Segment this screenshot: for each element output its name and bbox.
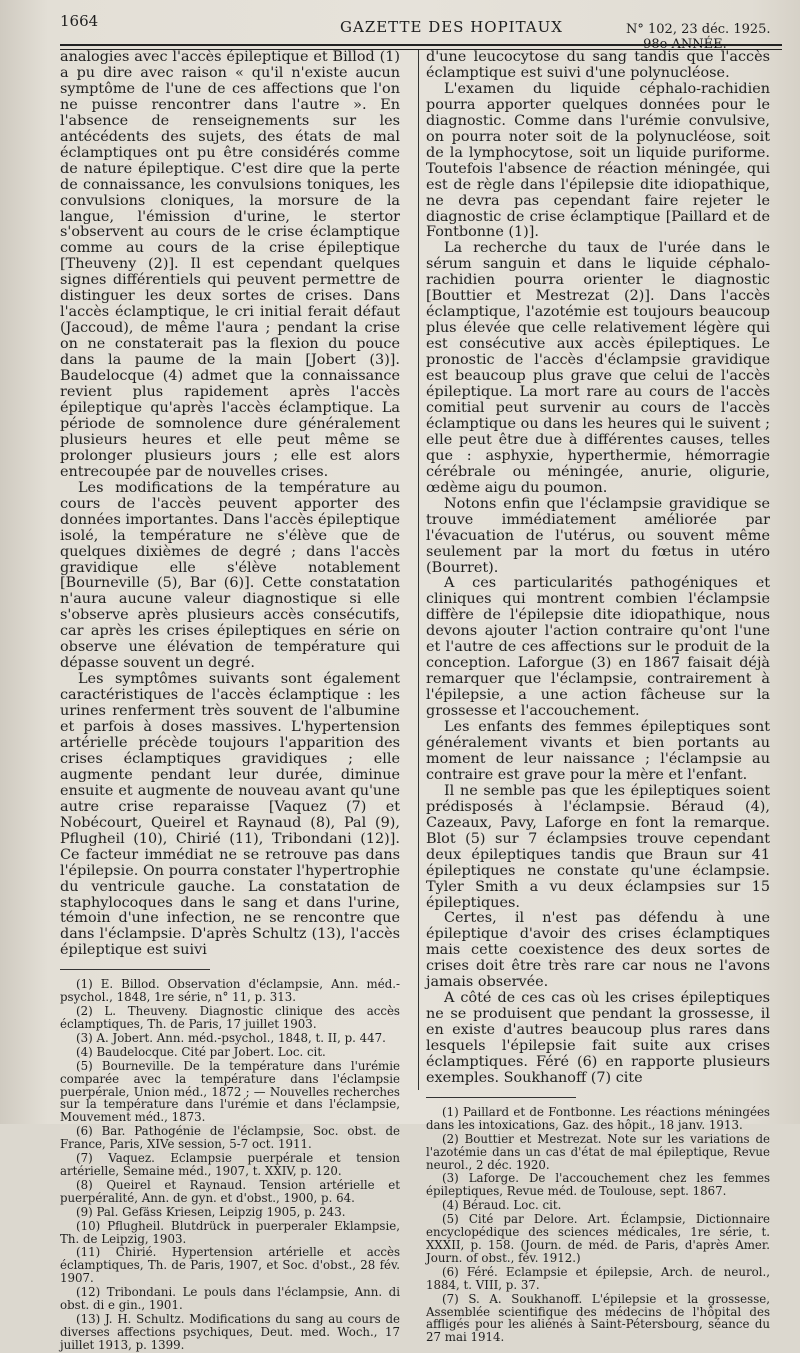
footnote: (3) A. Jobert. Ann. méd.-psychol., 1848, t. II, p. 447. [76,1030,386,1045]
body-paragraph: A ces particularités pathogéniques et cliniques qui montrent combien l'éclampsie diffère de l'épilepsie dite idiopathique, nous devons ajouter l'action contraire qu'ont l'une et l'autre de ces affections sur le produit de la conception. Laforgue (3) en 1867 faisait déjà remarquer que l'éclampsie, contrairement à l'épilepsie, a une action fâcheuse sur la grossesse et l'accouchement. [426,575,770,720]
footnote: (1) Paillard et de Fontbonne. Les réactions méningées dans les intoxications, Gaz. des hôpit., 18 janv. 1913. [426,1104,770,1132]
column-divider [418,50,419,1090]
body-paragraph: Il ne semble pas que les épileptiques soient prédisposés à l'éclampsie. Béraud (4), Cazeaux, Pavy, Laforge en font la remarque. Blot (5) sur 7 éclampsies trouve cependant deux épileptiques tandis que Braun sur 41 épileptiques ne constate qu'une éclampsie. Tyler Smith a vu deux éclampsies sur 15 épileptiques. [426,782,770,911]
footnote: (4) Béraud. Loc. cit. [442,1198,562,1213]
page-number: 1664 [60,12,99,30]
footnote: (11) Chirié. Hypertension artérielle et accès éclamptiques, Th. de Paris, 1907, et Soc. d'obst., 28 fév. 1907. [60,1245,400,1286]
footnote: (12) Tribondani. Le pouls dans l'éclampsie, Ann. di obst. di e gin., 1901. [60,1285,400,1313]
footnote: (6) Féré. Eclampsie et épilepsie, Arch. de neurol., 1884, t. VIII, p. 37. [426,1264,770,1292]
body-paragraph: Les enfants des femmes épileptiques sont généralement vivants et bien portants au moment de leur naissance ; l'éclampsie au contraire est grave pour la mère et l'enfant. [426,719,770,783]
footnote-rule [426,1097,576,1098]
left-column [60,50,400,1353]
body-paragraph: d'une leucocytose du sang tandis que l'accès éclamptique est suivi d'une polynucléose. [426,49,770,81]
footnote: (8) Queirel et Raynaud. Tension artérielle et puerpéralité, Ann. de gyn. et d'obst., 1900, p. 64. [60,1177,400,1205]
body-paragraph: analogies avec l'accès épileptique et Billod (1) a pu dire avec raison « qu'il n'existe aucun symptôme de l'une de ces affections que l'on ne puisse rencontrer dans l'autre ». En l'absence de renseignements sur les antécédents des sujets, des états de mal éclamptiques ont pu être considérés comme de nature épileptique. C'est dire que la perte de connaissance, les convulsions toniques, les convulsions cloniques, la morsure de la langue, l'émission d'urine, le stertor s'observent au cours de le crise éclamptique comme au cours de la crise épileptique [Theuveny (2)]. Il est cependant quelques signes différentiels qui peuvent permettre de distinguer les deux sortes de crises. Dans l'accès éclamptique, le cri initial ferait défaut (Jaccoud), de même l'aura ; pendant la crise on ne constaterait pas la flexion du pouce dans la paume de la main [Jobert (3)]. Baudelocque (4) admet que la connaissance revient plus rapidement après l'accès épileptique qu'après l'accès éclamptique. La période de somnolence dure généralement plusieurs heures et elle peut même se prolonger plusieurs jours ; elle est alors entrecoupée par de nouvelles crises. [60,49,400,480]
footnote: (9) Pal. Gefäss Kriesen, Leipzig 1905, p. 243. [76,1204,346,1219]
footnote: (13) J. H. Schultz. Modifications du sang au cours de diverses affections psychiques, Deut. med. Woch., 17 juillet 1913, p. 1399. [60,1311,400,1352]
footnote: (7) S. A. Soukhanoff. L'épilepsie et la grossesse, Assemblée scientifique des médecins de l'hôpital des affligés pour les aliénés à Saint-Pétersbourg, séance du 27 mai 1914. [426,1291,770,1345]
footnote: (6) Bar. Pathogénie de l'éclampsie, Soc. obst. de France, Paris, XIVe session, 5-7 oct. 1911. [60,1124,400,1152]
footnote: (10) Pflugheil. Blutdrück in puerperaler Eklampsie, Th. de Leipzig, 1903. [60,1218,400,1246]
right-column [426,50,770,1345]
body-paragraph: Les symptômes suivants sont également caractéristiques de l'accès éclamptique : les urines renferment très souvent de l'albumine et parfois à doses massives. L'hypertension artérielle précède toujours l'apparition des crises éclamptiques gravidiques ; elle augmente pendant leur durée, diminue ensuite et augmente de nouveau avant qu'une autre crise reparaisse [Vaquez (7) et Nobécourt, Queirel et Raynaud (8), Pal (9), Pflugheil (10), Chirié (11), Tribondani (12)]. Ce facteur immédiat ne se retrouve pas dans l'épilepsie. On pourra constater l'hypertrophie du ventricule gauche. La constatation de staphylocoques dans le sang et dans l'urine, témoin d'une infection, ne se rencontre que dans l'éclampsie. D'après Schultz (13), l'accès épileptique est suivi [60,671,400,959]
footnote: (7) Vaquez. Eclampsie puerpérale et tension artérielle, Semaine méd., 1907, t. XXIV, p. 120. [60,1151,400,1179]
footnote: (5) Cité par Delore. Art. Éclampsie, Dictionnaire encyclopédique des sciences médicales, 1re série, t. XXXII, p. 158. (Journ. de méd. de Paris, d'après Amer. Journ. of obst., fév. 1912.) [426,1212,770,1265]
footnote: (5) Bourneville. De la température dans l'urémie comparée avec la température dans l'éclampsie puerpérale, Union méd., 1872 ; — Nouvelles recherches sur la température dans l'urémie et dans l'éclampsie, Mouvement méd., 1873. [60,1058,400,1125]
body-paragraph: A côté de ces cas où les crises épileptiques ne se produisent que pendant la grossesse, il en existe d'autres beaucoup plus rares dans lesquels l'épilepsie fait suite aux crises éclamptiques. Féré (6) en rapporte plusieurs exemples. Soukhanoff (7) cite [426,990,770,1086]
footnote: (4) Baudelocque. Cité par Jobert. Loc. cit. [76,1044,326,1059]
body-paragraph: La recherche du taux de l'urée dans le sérum sanguin et dans le liquide céphalo-rachidien pourra orienter le diagnostic [Bouttier et Mestrezat (2)]. Dans l'accès éclamptique, l'azotémie est toujours beaucoup plus élevée que celle relativement légère qui est consécutive aux accès épileptiques. Le pronostic de l'accès d'éclampsie gravidique est beaucoup plus grave que celui de l'accès épileptique. La mort rare au cours de l'accès comitial peut survenir au cours de l'accès éclamptique ou dans les heures qui le suivent ; elle peut être due à différentes causes, telles que : asphyxie, hyperthermie, hémorragie cérébrale ou méningée, anurie, oligurie, œdème aigu du poumon. [426,240,770,496]
body-paragraph: Notons enfin que l'éclampsie gravidique se trouve immédiatement améliorée par l'évacuation de l'utérus, ou souvent même seulement par la mort du fœtus in utéro (Bourret). [426,495,770,576]
footnote: (2) L. Theuveny. Diagnostic clinique des accès éclamptiques, Th. de Paris, 17 juillet 1903. [60,1004,400,1032]
body-paragraph: Certes, il n'est pas défendu à une épileptique d'avoir des crises éclamptiques mais cette coexistence des deux sortes de crises doit être très rare car nous ne l'avons jamais observée. [426,910,770,991]
footnote-rule [60,969,210,970]
issue-info: N° 102, 23 déc. 1925. — 98e ANNÉE. [626,22,771,52]
footnote: (2) Bouttier et Mestrezat. Note sur les variations de l'azotémie dans un cas d'état de mal épileptique, Revue neurol., 2 déc. 1920. [426,1131,770,1172]
footnote: (3) Laforge. De l'accouchement chez les femmes épileptiques, Revue méd. de Toulouse, sept. 1867. [426,1171,770,1199]
body-paragraph: Les modifications de la température au cours de l'accès peuvent apporter des données importantes. Dans l'accès épileptique isolé, la température ne s'élève que de quelques dixièmes de degré ; dans l'accès gravidique elle s'élève notablement [Bourneville (5), Bar (6)]. Cette constatation n'aura aucune valeur diagnostique si elle s'observe après plusieurs accès consécutifs, car après les crises épileptiques en série on observe une élévation de température qui dépasse souvent un degré. [60,479,400,672]
journal-title: GAZETTE DES HOPITAUX [340,18,563,36]
body-paragraph: L'examen du liquide céphalo-rachidien pourra apporter quelques données pour le diagnostic. Comme dans l'urémie convulsive, on pourra noter soit de la polynucléose, soit de la lymphocytose, soit un liquide puriforme. Toutefois l'absence de réaction méningée, qui est de règle dans l'épilepsie dite idiopathique, ne devra pas cependant faire rejeter le diagnostic de crise éclamptique [Paillard et de Fontbonne (1)]. [426,80,770,241]
page-header [60,8,780,52]
footnote: (1) E. Billod. Observation d'éclampsie, Ann. méd.-psychol., 1848, 1re série, n° 11, p. 313. [60,977,400,1005]
